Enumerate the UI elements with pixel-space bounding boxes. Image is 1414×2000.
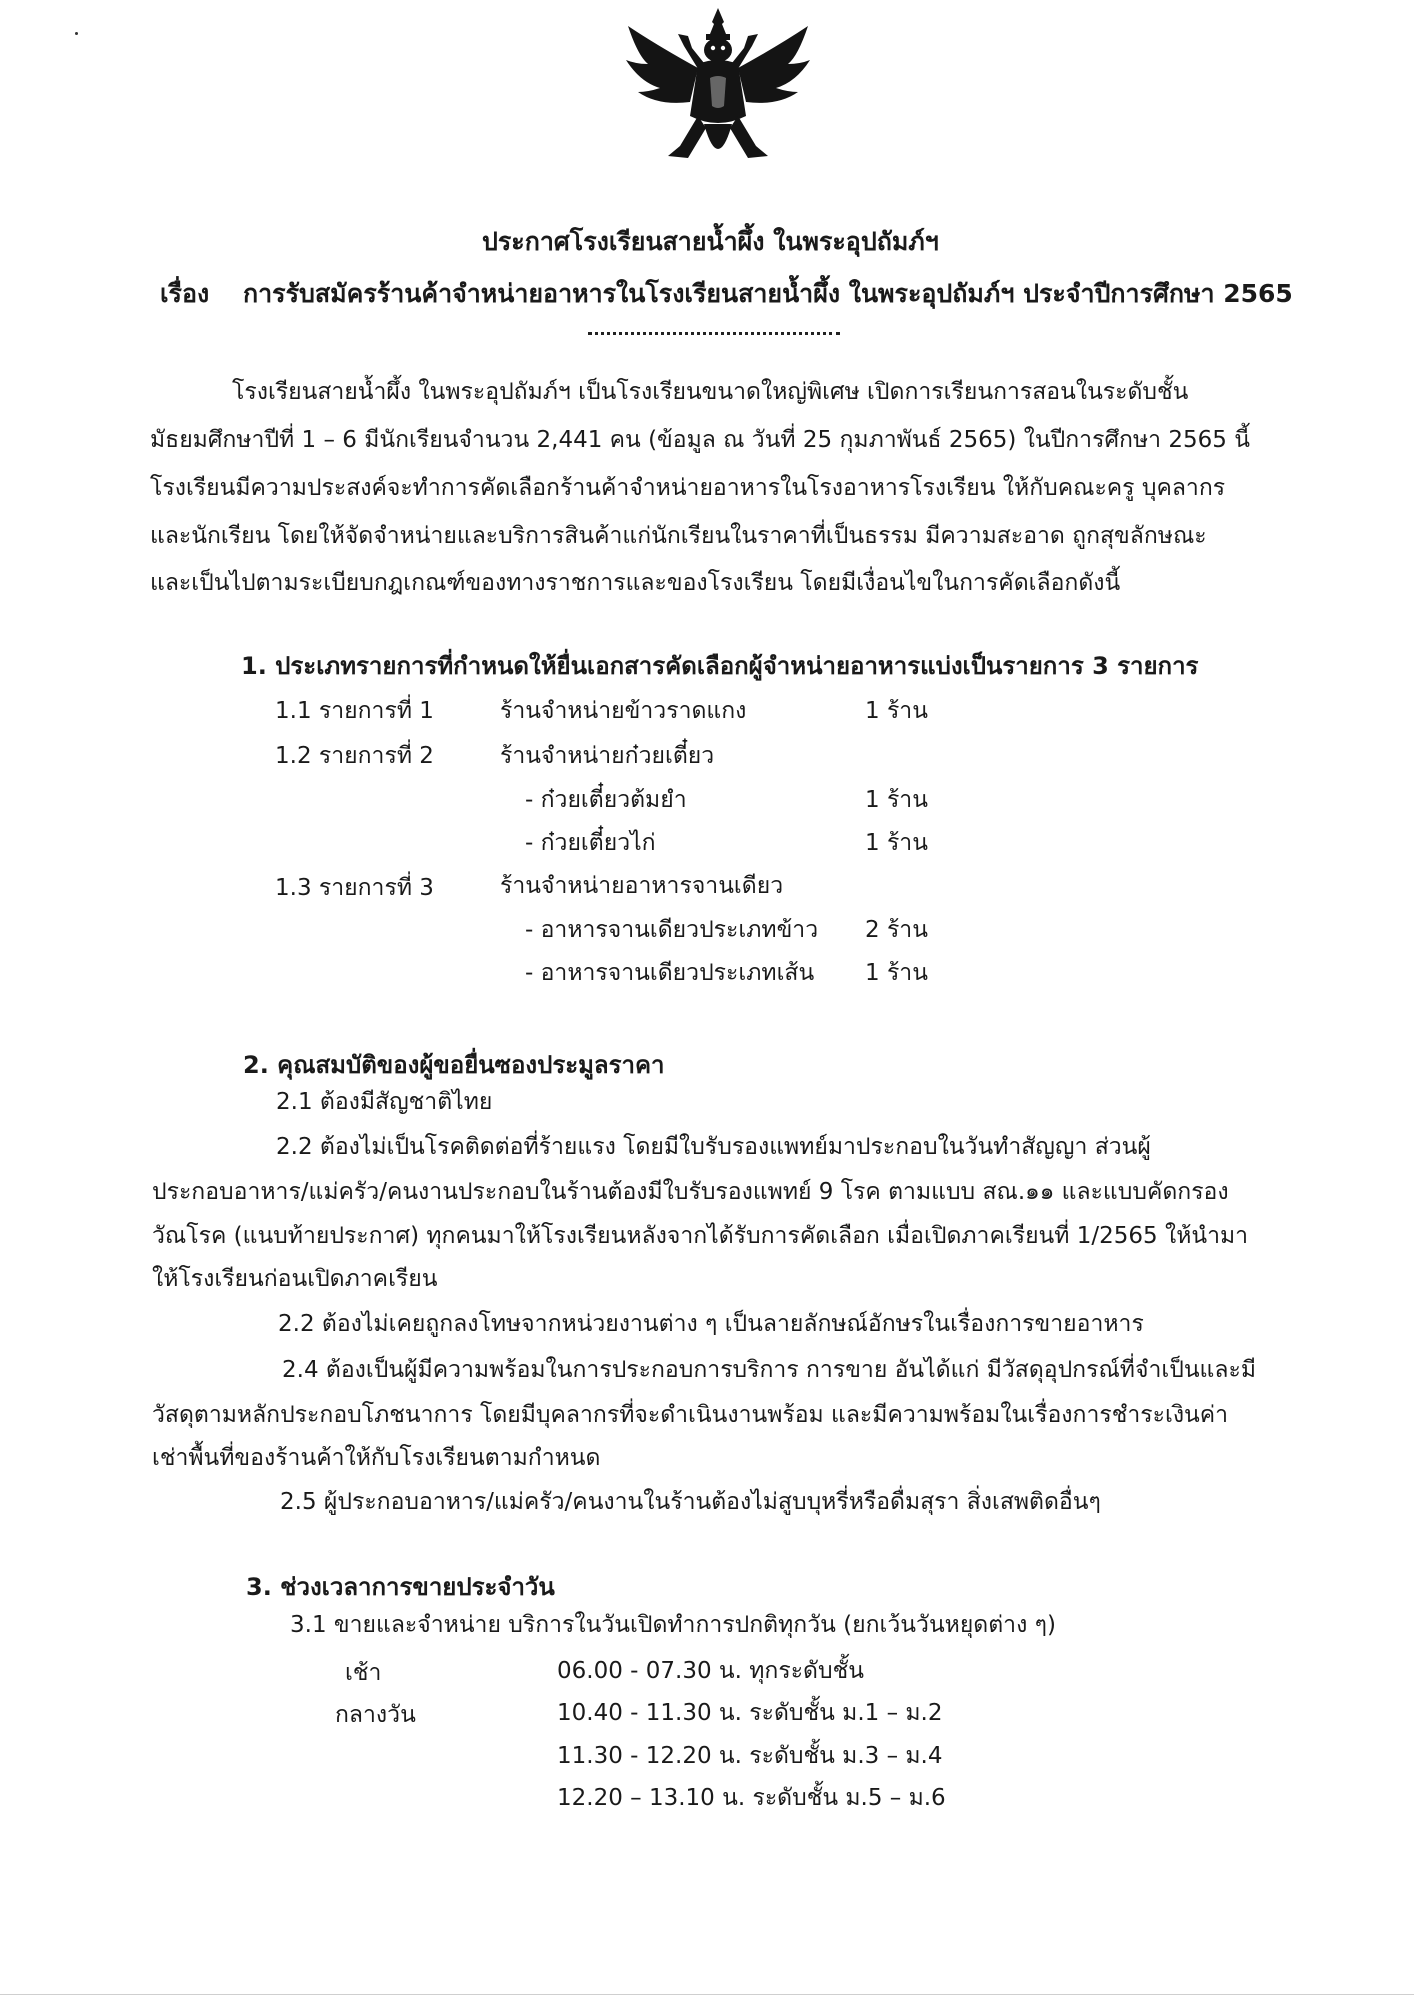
item-1-3-b-name: - อาหารจานเดียวประเภทเส้น	[525, 960, 815, 986]
item-1-1-label: 1.1 รายการที่ 1	[275, 698, 434, 724]
item-1-2-name: ร้านจำหน่ายก๋วยเตี๋ยว	[500, 743, 715, 769]
qual-2-5: 2.5 ผู้ประกอบอาหาร/แม่ครัว/คนงานในร้านต้องไม่สูบบุหรี่หรือดื่มสุรา สิ่งเสพติดอื่นๆ	[280, 1489, 1101, 1515]
morning-label: เช้า	[345, 1660, 382, 1686]
intro-line-4: และนักเรียน โดยให้จัดจำหน่ายและบริการสินค้าแก่นักเรียนในราคาที่เป็นธรรม มีความสะอาด ถูกสุขลักษณะ	[150, 523, 1207, 549]
garuda-emblem-icon	[618, 6, 818, 176]
item-1-3-name: ร้านจำหน่ายอาหารจานเดียว	[500, 873, 784, 899]
scan-speck	[75, 32, 78, 35]
sales-3-1: 3.1 ขายและจำหน่าย บริการในวันเปิดทำการปกติทุกวัน (ยกเว้นวันหยุดต่าง ๆ)	[290, 1612, 1056, 1638]
scan-edge	[0, 1994, 1414, 1995]
item-1-3-a-count: 2 ร้าน	[865, 917, 928, 943]
subject-label: เรื่อง	[160, 279, 210, 308]
item-1-2-label: 1.2 รายการที่ 2	[275, 743, 434, 769]
time-row-2: 10.40 - 11.30 น. ระดับชั้น ม.1 – ม.2	[557, 1700, 943, 1726]
qual-2-2-line-3: วัณโรค (แนบท้ายประกาศ) ทุกคนมาให้โรงเรียนหลังจากได้รับการคัดเลือก เมื่อเปิดภาคเรียนที่ 1/2565 ให้นำมา	[152, 1223, 1249, 1249]
noon-label: กลางวัน	[335, 1702, 416, 1728]
subject-text: การรับสมัครร้านค้าจำหน่ายอาหารในโรงเรียนสายน้ำผึ้ง ในพระอุปถัมภ์ฯ ประจำปีการศึกษา 2565	[243, 279, 1293, 308]
item-1-3-a-name: - อาหารจานเดียวประเภทข้าว	[525, 917, 819, 943]
section-2-heading: 2. คุณสมบัติของผู้ขอยื่นซองประมูลราคา	[243, 1051, 665, 1079]
section-1-heading: 1. ประเภทรายการที่กำหนดให้ยื่นเอกสารคัดเลือกผู้จำหน่ายอาหารแบ่งเป็นรายการ 3 รายการ	[241, 652, 1199, 680]
announcement-title: ประกาศโรงเรียนสายน้ำผึ้ง ในพระอุปถัมภ์ฯ	[482, 227, 939, 256]
item-1-1-count: 1 ร้าน	[865, 698, 928, 724]
intro-line-1: โรงเรียนสายน้ำผึ้ง ในพระอุปถัมภ์ฯ เป็นโรงเรียนขนาดใหญ่พิเศษ เปิดการเรียนการสอนในระดับชั้น	[232, 379, 1189, 405]
time-row-3: 11.30 - 12.20 น. ระดับชั้น ม.3 – ม.4	[557, 1743, 943, 1769]
item-1-2-b-name: - ก๋วยเตี๋ยวไก่	[525, 830, 656, 856]
section-3-heading: 3. ช่วงเวลาการขายประจำวัน	[246, 1573, 555, 1601]
item-1-3-b-count: 1 ร้าน	[865, 960, 928, 986]
time-row-4: 12.20 – 13.10 น. ระดับชั้น ม.5 – ม.6	[557, 1785, 946, 1811]
qual-2-1: 2.1 ต้องมีสัญชาติไทย	[276, 1089, 493, 1115]
item-1-2-a-count: 1 ร้าน	[865, 787, 928, 813]
item-1-2-b-count: 1 ร้าน	[865, 830, 928, 856]
intro-line-5: และเป็นไปตามระเบียบกฎเกณฑ์ของทางราชการและของโรงเรียน โดยมีเงื่อนไขในการคัดเลือกดังนี้	[150, 570, 1121, 596]
intro-line-2: มัธยมศึกษาปีที่ 1 – 6 มีนักเรียนจำนวน 2,441 คน (ข้อมูล ณ วันที่ 25 กุมภาพันธ์ 2565) ในปีการศึกษา 2565 นี้	[150, 427, 1250, 453]
qual-2-3: 2.2 ต้องไม่เคยถูกลงโทษจากหน่วยงานต่าง ๆ เป็นลายลักษณ์อักษรในเรื่องการขายอาหาร	[278, 1311, 1144, 1337]
item-1-2-a-name: - ก๋วยเตี๋ยวต้มยำ	[525, 787, 687, 813]
qual-2-4-line-2: วัสดุตามหลักประกอบโภชนาการ โดยมีบุคลากรที่จะดำเนินงานพร้อม และมีความพร้อมในเรื่องการชำระเงินค่า	[152, 1402, 1229, 1428]
title-divider	[588, 332, 840, 335]
qual-2-4-line-3: เช่าพื้นที่ของร้านค้าให้กับโรงเรียนตามกำหนด	[152, 1445, 601, 1471]
qual-2-4-line-1: 2.4 ต้องเป็นผู้มีความพร้อมในการประกอบการบริการ การขาย อันได้แก่ มีวัสดุอุปกรณ์ที่จำเป็นและมี	[282, 1357, 1256, 1383]
qual-2-2-line-1: 2.2 ต้องไม่เป็นโรคติดต่อที่ร้ายแรง โดยมีใบรับรองแพทย์มาประกอบในวันทำสัญญา ส่วนผู้	[276, 1134, 1151, 1160]
item-1-3-label: 1.3 รายการที่ 3	[275, 875, 434, 901]
qual-2-2-line-4: ให้โรงเรียนก่อนเปิดภาคเรียน	[152, 1266, 438, 1292]
item-1-1-name: ร้านจำหน่ายข้าวราดแกง	[500, 698, 747, 724]
qual-2-2-line-2: ประกอบอาหาร/แม่ครัว/คนงานประกอบในร้านต้องมีใบรับรองแพทย์ 9 โรค ตามแบบ สณ.๑๑ และแบบคัดกรอง	[152, 1179, 1229, 1205]
time-row-1: 06.00 - 07.30 น. ทุกระดับชั้น	[557, 1658, 864, 1684]
intro-line-3: โรงเรียนมีความประสงค์จะทำการคัดเลือกร้านค้าจำหน่ายอาหารในโรงอาหารโรงเรียน ให้กับคณะครู บุคลากร	[150, 475, 1226, 501]
